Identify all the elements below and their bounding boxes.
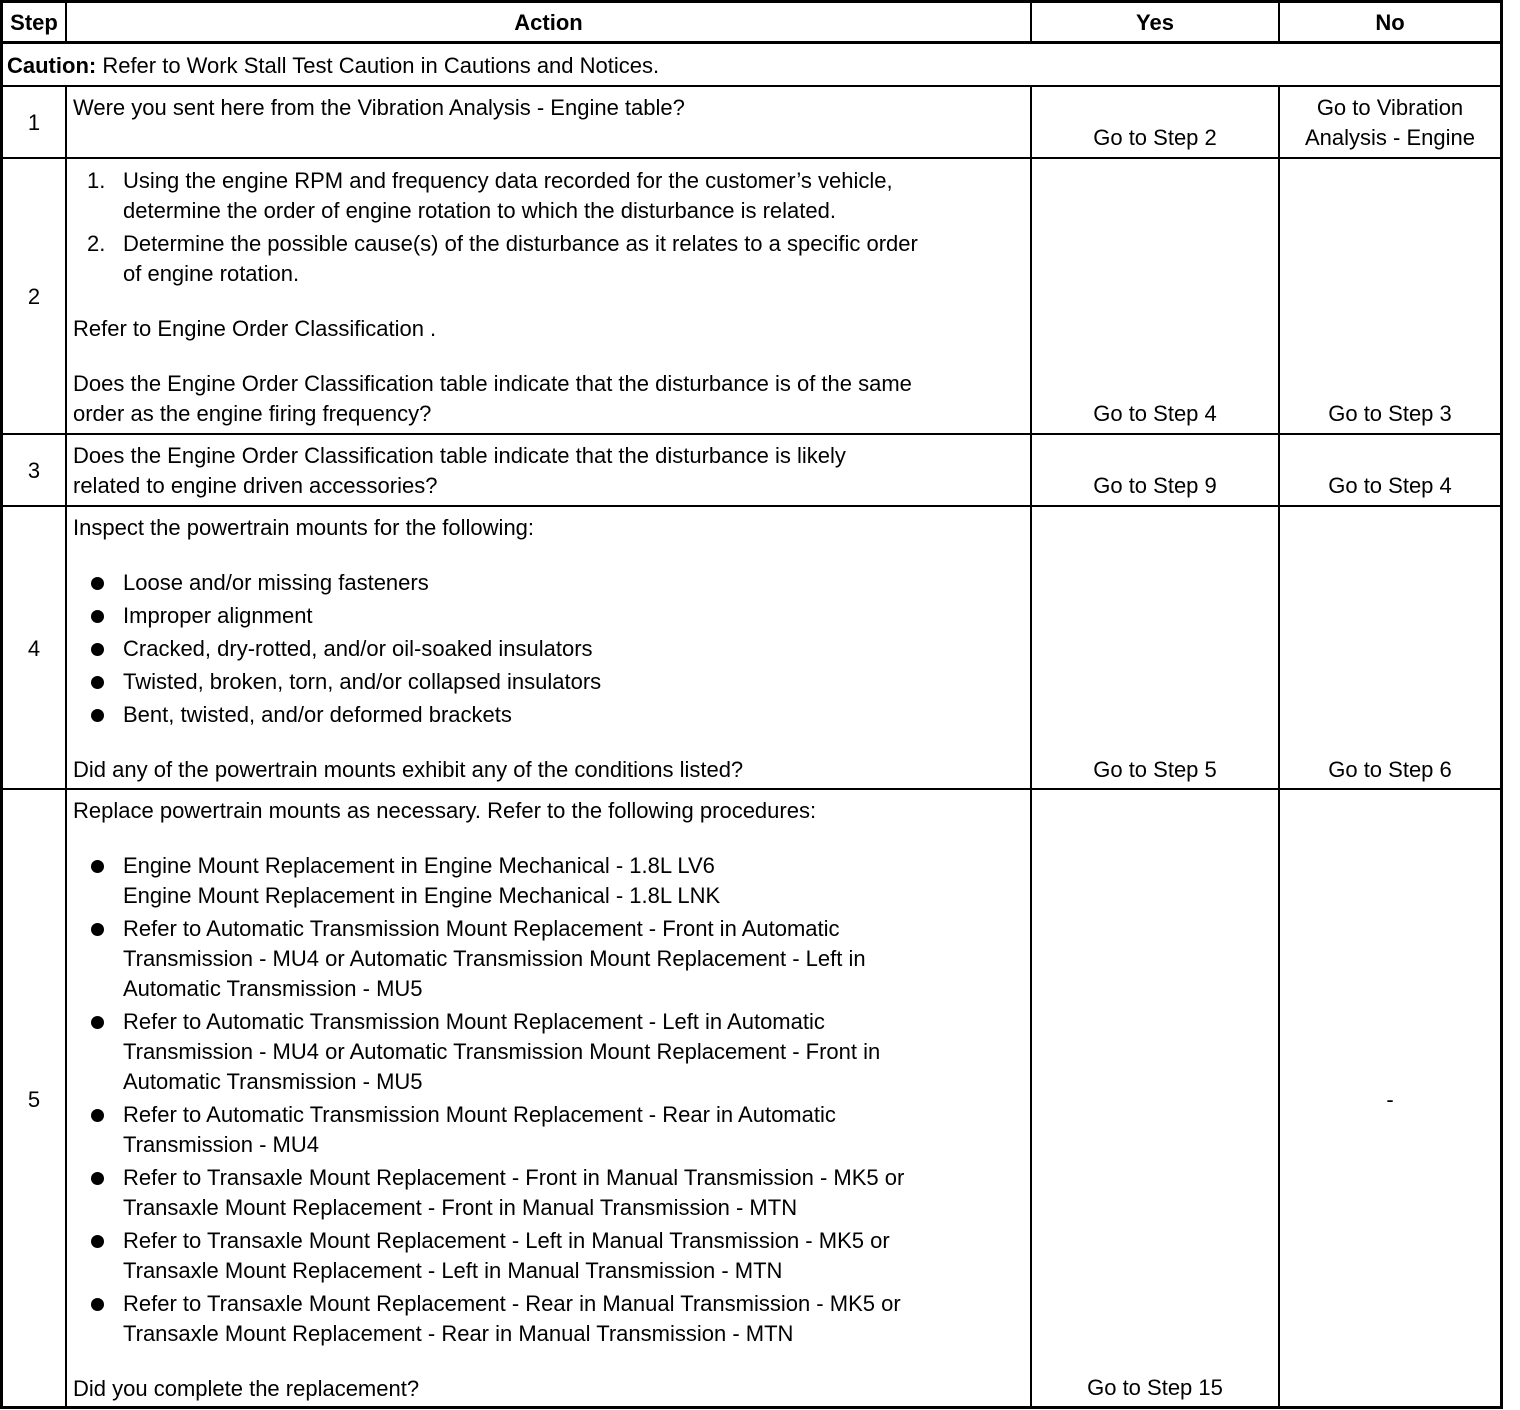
bullet-item	[73, 851, 1030, 911]
step-2-action	[73, 166, 1030, 429]
step-2-no: Go to Step 3	[1328, 401, 1452, 426]
item-line: Using the engine RPM and frequency data recorded for the customer’s vehicle,	[123, 168, 893, 193]
bullet-line: Refer to Automatic Transmission Mount Replacement - Front in Automatic	[123, 916, 840, 941]
bullet-line: Transaxle Mount Replacement - Left in Manual Transmission - MTN	[123, 1258, 783, 1283]
bullet-item	[73, 1163, 1030, 1223]
step-3-no: Go to Step 4	[1328, 473, 1452, 498]
step-2-question-line: Does the Engine Order Classification table indicate that the disturbance is of the same	[73, 371, 912, 396]
step-5-yes: Go to Step 15	[1087, 1375, 1223, 1400]
step-4-intro: Inspect the powertrain mounts for the following:	[73, 515, 535, 540]
bullet-line: Transmission - MU4	[123, 1132, 319, 1157]
bullet-item	[73, 601, 1030, 631]
step-4-no: Go to Step 6	[1328, 757, 1452, 782]
step-number: 4	[27, 636, 41, 661]
step-5-question: Did you complete the replacement?	[73, 1376, 420, 1401]
step-number: 2	[27, 284, 41, 309]
bullet-line: Transaxle Mount Replacement - Rear in Manual Transmission - MTN	[123, 1321, 794, 1346]
bullet-icon	[91, 860, 104, 873]
bullet-line: Refer to Automatic Transmission Mount Replacement - Left in Automatic	[123, 1009, 825, 1034]
bullet-text: Twisted, broken, torn, and/or collapsed insulators	[123, 669, 602, 694]
bullet-icon	[91, 610, 104, 623]
bullet-text: Improper alignment	[123, 603, 313, 628]
bullet-line: Engine Mount Replacement in Engine Mechanical - 1.8L LNK	[123, 883, 721, 908]
bullet-line: Refer to Transaxle Mount Replacement - Left in Manual Transmission - MK5 or	[123, 1228, 890, 1253]
step-5-action	[73, 796, 1030, 1404]
bullet-line: Refer to Automatic Transmission Mount Replacement - Rear in Automatic	[123, 1102, 836, 1127]
bullet-item	[73, 634, 1030, 664]
step-3-yes: Go to Step 9	[1093, 473, 1217, 498]
bullet-line: Engine Mount Replacement in Engine Mechanical - 1.8L LV6	[123, 853, 715, 878]
header-action: Action	[514, 10, 583, 35]
bullet-item	[73, 667, 1030, 697]
step-3-question-line: related to engine driven accessories?	[73, 473, 438, 498]
caution-row	[7, 51, 1487, 81]
bullet-icon	[91, 709, 104, 722]
bullet-line: Transmission - MU4 or Automatic Transmission Mount Replacement - Left in	[123, 946, 866, 971]
bullet-text: Loose and/or missing fasteners	[123, 570, 429, 595]
step-number: 3	[27, 458, 41, 483]
header-step: Step	[10, 10, 58, 35]
caution-label: Caution:	[7, 53, 97, 78]
caution-text: Refer to Work Stall Test Caution in Cautions and Notices.	[96, 53, 660, 78]
step-1-question: Were you sent here from the Vibration Analysis - Engine table?	[73, 95, 685, 120]
step-1-yes: Go to Step 2	[1093, 125, 1217, 150]
bullet-icon	[91, 1016, 104, 1029]
bullet-line: Transmission - MU4 or Automatic Transmission Mount Replacement - Front in	[123, 1039, 881, 1064]
step-2-yes: Go to Step 4	[1093, 401, 1217, 426]
col-divider-yes	[1278, 85, 1280, 1408]
bullet-line: Automatic Transmission - MU5	[123, 976, 423, 1001]
table-border-left	[0, 0, 3, 1409]
step-4-question: Did any of the powertrain mounts exhibit any of the conditions listed?	[73, 757, 744, 782]
col-divider-action	[1030, 85, 1032, 1408]
step-1-no	[1280, 93, 1500, 153]
step-2-question-line: order as the engine firing frequency?	[73, 401, 432, 426]
bullet-item	[73, 700, 1030, 730]
bullet-icon	[91, 676, 104, 689]
bullet-text: Cracked, dry-rotted, and/or oil-soaked insulators	[123, 636, 593, 661]
item-line: determine the order of engine rotation to which the disturbance is related.	[123, 198, 836, 223]
bullet-icon	[91, 1235, 104, 1248]
bullet-item	[73, 568, 1030, 598]
step-number: 5	[27, 1087, 41, 1112]
bullet-icon	[91, 577, 104, 590]
item-number: 1.	[87, 168, 106, 193]
table-border-right	[1500, 0, 1503, 1409]
header-yes: Yes	[1136, 10, 1174, 35]
bullet-icon	[91, 923, 104, 936]
item-number: 2.	[87, 231, 106, 256]
step-1-no-line: Analysis - Engine	[1305, 125, 1475, 150]
bullet-item	[73, 1007, 1030, 1097]
step-4-action	[73, 513, 1030, 785]
bullet-line: Refer to Transaxle Mount Replacement - Front in Manual Transmission - MK5 or	[123, 1165, 905, 1190]
bullet-line: Refer to Transaxle Mount Replacement - Rear in Manual Transmission - MK5 or	[123, 1291, 901, 1316]
bullet-item	[73, 1289, 1030, 1349]
step-number: 1	[27, 110, 41, 135]
bullet-item	[73, 1226, 1030, 1286]
bullet-line: Automatic Transmission - MU5	[123, 1069, 423, 1094]
bullet-icon	[91, 643, 104, 656]
step-5-no: -	[1386, 1087, 1394, 1112]
numbered-item	[73, 229, 1030, 289]
item-line: of engine rotation.	[123, 261, 300, 286]
item-line: Determine the possible cause(s) of the disturbance as it relates to a specific order	[123, 231, 918, 256]
step-1-no-line: Go to Vibration	[1316, 95, 1464, 120]
bullet-icon	[91, 1298, 104, 1311]
step-2-refer: Refer to Engine Order Classification .	[73, 316, 437, 341]
bullet-item	[73, 1100, 1030, 1160]
bullet-line: Transaxle Mount Replacement - Front in Manual Transmission - MTN	[123, 1195, 798, 1220]
header-no: No	[1375, 10, 1405, 35]
bullet-icon	[91, 1172, 104, 1185]
step-4-yes: Go to Step 5	[1093, 757, 1217, 782]
col-divider-step	[65, 85, 67, 1408]
step-3-question-line: Does the Engine Order Classification table indicate that the disturbance is likely	[73, 443, 846, 468]
step-3-action	[73, 441, 1030, 501]
bullet-text: Bent, twisted, and/or deformed brackets	[123, 702, 512, 727]
bullet-icon	[91, 1109, 104, 1122]
step-5-intro: Replace powertrain mounts as necessary. Refer to the following procedures:	[73, 798, 817, 823]
bullet-item	[73, 914, 1030, 1004]
numbered-item	[73, 166, 1030, 226]
